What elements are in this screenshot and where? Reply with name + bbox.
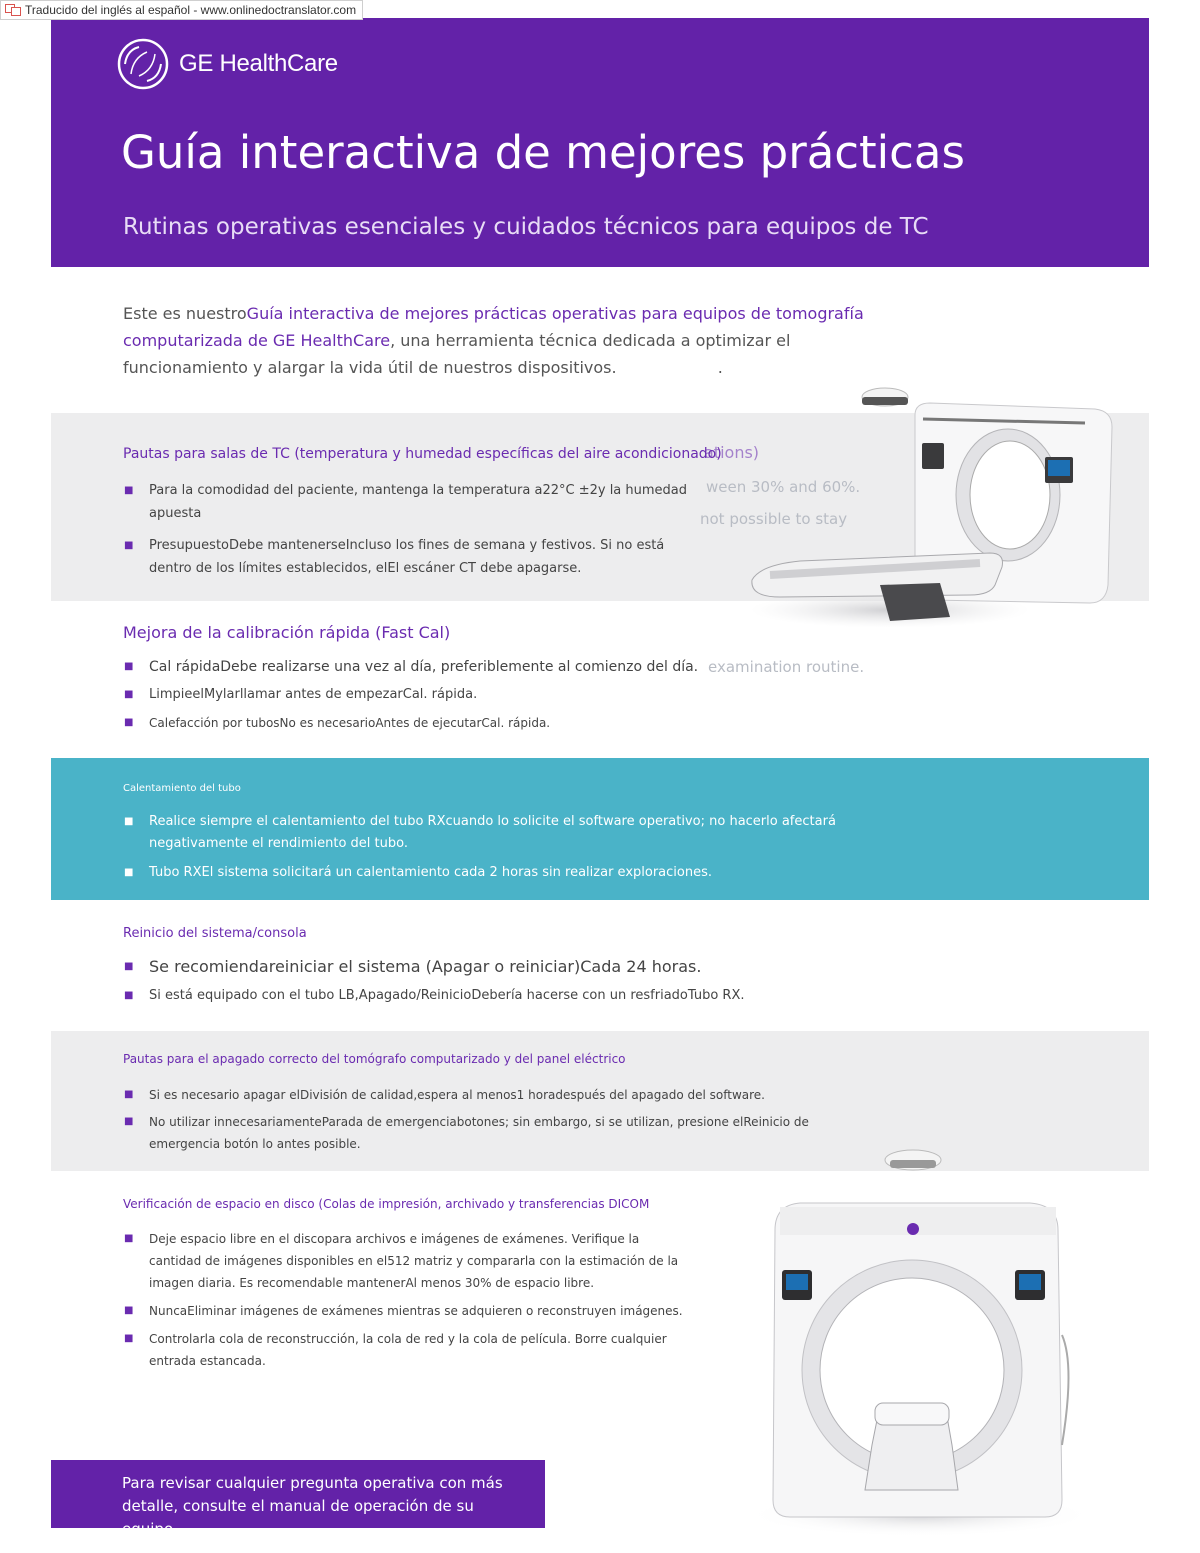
list-item: ■ NuncaEliminar imágenes de exámenes mientras se adquieren o reconstruyen imágenes. xyxy=(123,1300,683,1322)
room-guidelines-title-tail: ations) xyxy=(704,443,760,462)
intro-suffix: , una herramienta técnica dedicada a optimizar el funcionamiento y alargar la vida útil de nuestros dispositivos. xyxy=(123,331,791,377)
bullet-icon: ■ xyxy=(124,717,134,728)
restart-title: Reinicio del sistema/consola xyxy=(123,926,307,941)
intro-highlight: Guía interactiva de mejores prácticas operativas para equipos de tomografía computarizada de GE HealthCare xyxy=(123,304,864,350)
room-item-2-tail: not possible to stay xyxy=(700,510,848,528)
bullet-icon: ■ xyxy=(124,485,134,496)
bullet-icon: ■ xyxy=(124,661,134,672)
list-item: ■ Calefacción por tubosNo es necesarioAntes de ejecutarCal. rápida. xyxy=(123,713,723,733)
warmup-title: Calentamiento del tubo xyxy=(123,783,241,794)
list-item: ■ Deje espacio libre en el discopara archivos e imágenes de exámenes. Verifique la cantidad de imágenes disponibles en el512 matriz y compararla con la estimación de la imagen diaria. Es recomendable mantenerAl menos 30% de espacio libre. xyxy=(123,1228,683,1294)
list-item: ■ PresupuestoDebe mantenerseIncluso los fines de semana y festivos. Si no está dentro de los límites establecidos, elEl escáner CT debe apagarse. xyxy=(123,534,723,580)
intro-trail: . xyxy=(717,358,723,377)
ct-scanner-side-image xyxy=(740,385,1140,633)
shutdown-title: Pautas para el apagado correcto del tomógrafo computarizado y del panel eléctrico xyxy=(123,1052,626,1066)
translator-badge[interactable] xyxy=(0,0,363,20)
ct-scanner-front-image xyxy=(740,1145,1100,1540)
page-subtitle: Rutinas operativas esenciales y cuidados técnicos para equipos de TC xyxy=(123,214,929,240)
bullet-icon: ■ xyxy=(124,1233,134,1244)
fastcal-item-1-tail: examination routine. xyxy=(708,658,865,676)
list-item: ■ Se recomiendareiniciar el sistema (Apagar o reiniciar)Cada 24 horas. xyxy=(124,957,702,976)
bullet-icon: ■ xyxy=(124,540,134,551)
disk-title: Verificación de espacio en disco (Colas de impresión, archivado y transferencias DICOM xyxy=(123,1197,650,1211)
fastcal-title: Mejora de la calibración rápida (Fast Cal) xyxy=(123,623,451,642)
intro-paragraph xyxy=(123,300,883,381)
brand-logo xyxy=(117,38,338,90)
list-item: ■ Cal rápidaDebe realizarse una vez al día, preferiblemente al comienzo del día. xyxy=(124,659,699,675)
room-item-1-tail: ween 30% and 60%. xyxy=(706,478,861,496)
bullet-icon: ■ xyxy=(124,1305,134,1316)
hero-banner xyxy=(51,18,1149,267)
list-item: ■ Realice siempre el calentamiento del tubo RXcuando lo solicite el software operativo; no hacerlo afectará negativamente el rendimiento del tubo. xyxy=(123,811,843,855)
bullet-icon: ■ xyxy=(124,1089,134,1100)
room-guidelines-title: Pautas para salas de TC (temperatura y humedad específicas del aire acondicionado) xyxy=(123,446,722,462)
list-item: ■ Para la comodidad del paciente, mantenga la temperatura a22°C ±2y la humedad apuesta xyxy=(123,479,723,525)
bullet-icon: ■ xyxy=(124,961,134,972)
warmup-list xyxy=(123,811,843,884)
list-item: ■ No utilizar innecesariamenteParada de emergenciabotones; sin embargo, si se utilizan, presione elReinicio de emergencia botón lo antes posible. xyxy=(123,1111,823,1155)
shutdown-list xyxy=(123,1084,823,1155)
list-item: ■ Si es necesario apagar elDivisión de calidad,espera al menos1 horadespués del apagado del software. xyxy=(123,1084,823,1106)
ge-monogram-icon xyxy=(117,38,169,90)
translate-icon xyxy=(5,4,21,16)
list-item: ■ Tubo RXEl sistema solicitará un calentamiento cada 2 horas sin realizar exploraciones. xyxy=(123,862,843,884)
fastcal-list xyxy=(123,657,723,733)
brand-name: GE HealthCare xyxy=(179,50,338,77)
bullet-icon: ■ xyxy=(124,689,134,700)
list-item: ■ Controlarla cola de reconstrucción, la cola de red y la cola de película. Borre cualquier entrada estancada. xyxy=(123,1328,683,1372)
footer-text: Para revisar cualquier pregunta operativa con más detalle, consulte el manual de operación de su equipo. xyxy=(122,1474,503,1538)
room-guidelines-list xyxy=(123,479,723,580)
list-item: ■ LimpieelMylarllamar antes de empezarCal. rápida. xyxy=(123,685,723,705)
disk-list xyxy=(123,1228,683,1372)
bullet-icon: ■ xyxy=(124,816,134,827)
bullet-icon: ■ xyxy=(124,1333,134,1344)
bullet-icon: ■ xyxy=(124,867,134,878)
list-item: ■ Si está equipado con el tubo LB,Apagado/ReinicioDebería hacerse con un resfriadoTubo RX. xyxy=(123,986,863,1006)
page-title: Guía interactiva de mejores prácticas xyxy=(121,126,965,179)
bullet-icon: ■ xyxy=(124,990,134,1001)
restart-list xyxy=(123,956,863,1006)
bullet-icon: ■ xyxy=(124,1116,134,1127)
footer-note xyxy=(51,1460,545,1538)
intro-prefix: Este es nuestro xyxy=(123,304,247,323)
translator-text: Traducido del inglés al español - www.onlinedoctranslator.com xyxy=(25,3,357,17)
